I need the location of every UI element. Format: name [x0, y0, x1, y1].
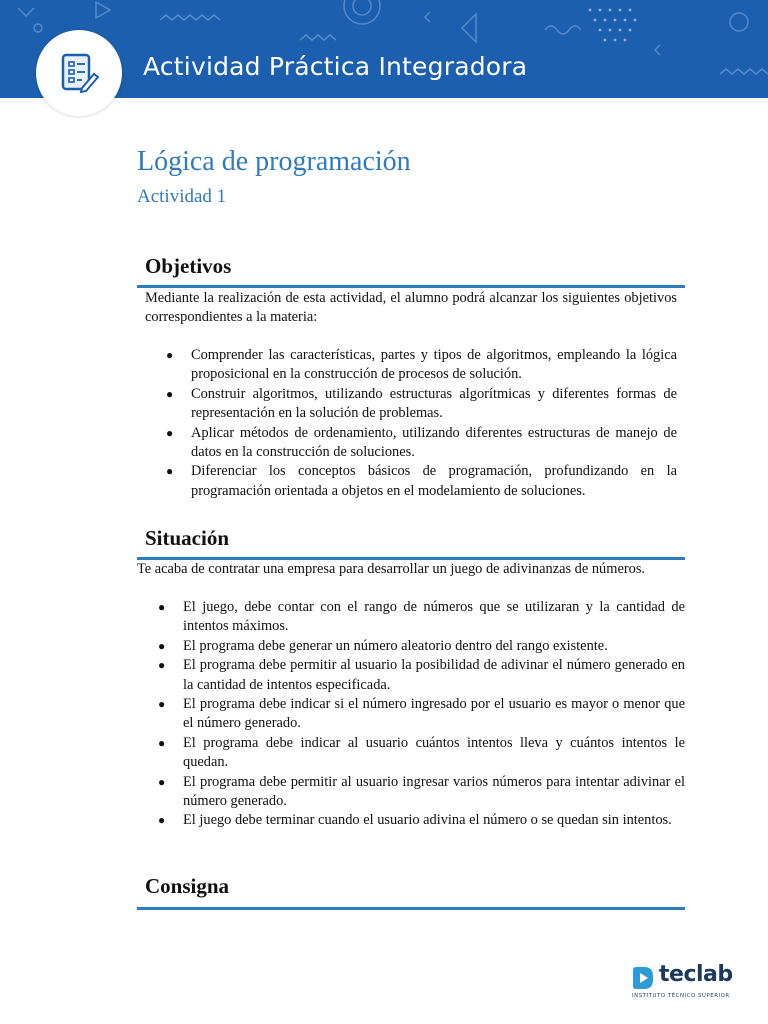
objetivos-list — [145, 346, 677, 501]
section-heading-objetivos: Objetivos — [145, 254, 232, 278]
bullet-icon: ● — [158, 735, 166, 750]
situacion-list — [145, 598, 685, 831]
section-divider — [137, 285, 685, 288]
objetivos-intro: Mediante la realización de esta actividad, el alumno podrá alcanzar los siguientes objetivos correspondientes a la materia: — [145, 290, 677, 326]
list-item: ● El programa debe permitir al usuario la posibilidad de adivinar el número generado en la cantidad de intentos especificada. — [158, 657, 685, 693]
list-item: ● El programa debe indicar al usuario cuántos intentos lleva y cuántos intentos le quedan. — [158, 734, 685, 771]
section-heading-consigna: Consigna — [145, 874, 230, 898]
bullet-icon: ● — [166, 386, 174, 401]
list-item: ● Aplicar métodos de ordenamiento, utilizando diferentes estructuras de manejo de datos en la construcción de soluciones. — [166, 424, 677, 461]
list-item: ● Diferenciar los conceptos básicos de programación, profundizando en la programación orientada a objetos en el modelamiento de soluciones. — [166, 463, 677, 499]
list-item: ● El programa debe generar un número aleatorio dentro del rango existente. — [145, 637, 685, 656]
section-divider — [137, 907, 685, 910]
bullet-icon: ● — [158, 658, 166, 673]
bullet-icon: ● — [166, 464, 174, 479]
list-item: ● El juego, debe contar con el rango de números que se utilizaran y la cantidad de intentos máximos. — [158, 599, 685, 635]
bullet-icon: ● — [158, 600, 166, 614]
list-item: ● El programa debe permitir al usuario ingresar varios números para intentar adivinar el número generado. — [158, 773, 685, 810]
logo-text: teclab — [659, 962, 733, 987]
bullet-icon: ● — [166, 425, 174, 440]
section-heading-situacion: Situación — [145, 526, 230, 550]
bullet-icon: ● — [158, 697, 166, 712]
list-item: ● El programa debe indicar si el número ingresado por el usuario es mayor o menor que el número generado. — [158, 696, 685, 732]
list-item: ● Construir algoritmos, utilizando estructuras algorítmicas y diferentes formas de representación en la solución de problemas. — [166, 385, 677, 422]
banner-icon-badge — [36, 30, 122, 116]
page-subtitle: Actividad 1 — [137, 186, 227, 207]
bullet-icon: ● — [158, 774, 166, 789]
bullet-icon: ● — [158, 813, 166, 828]
page-title: Lógica de programación — [137, 146, 411, 177]
teclab-logo — [632, 962, 744, 1006]
play-icon — [632, 966, 654, 990]
bullet-icon: ● — [158, 638, 166, 653]
banner-title: Actividad Práctica Integradora — [143, 52, 528, 81]
list-item: ● El juego debe terminar cuando el usuario adivina el número o se quedan sin intentos. — [145, 811, 685, 830]
list-item: ● Comprender las características, partes y tipos de algoritmos, empleando la lógica proposicional en la construcción de procesos de solución. — [166, 347, 677, 383]
document-checklist-icon — [60, 52, 100, 94]
situacion-intro: Te acaba de contratar una empresa para desarrollar un juego de adivinanzas de números. — [137, 561, 646, 577]
bullet-icon: ● — [166, 348, 174, 362]
logo-subtitle: INSTITUTO TÉCNICO SUPERIOR — [632, 993, 730, 999]
